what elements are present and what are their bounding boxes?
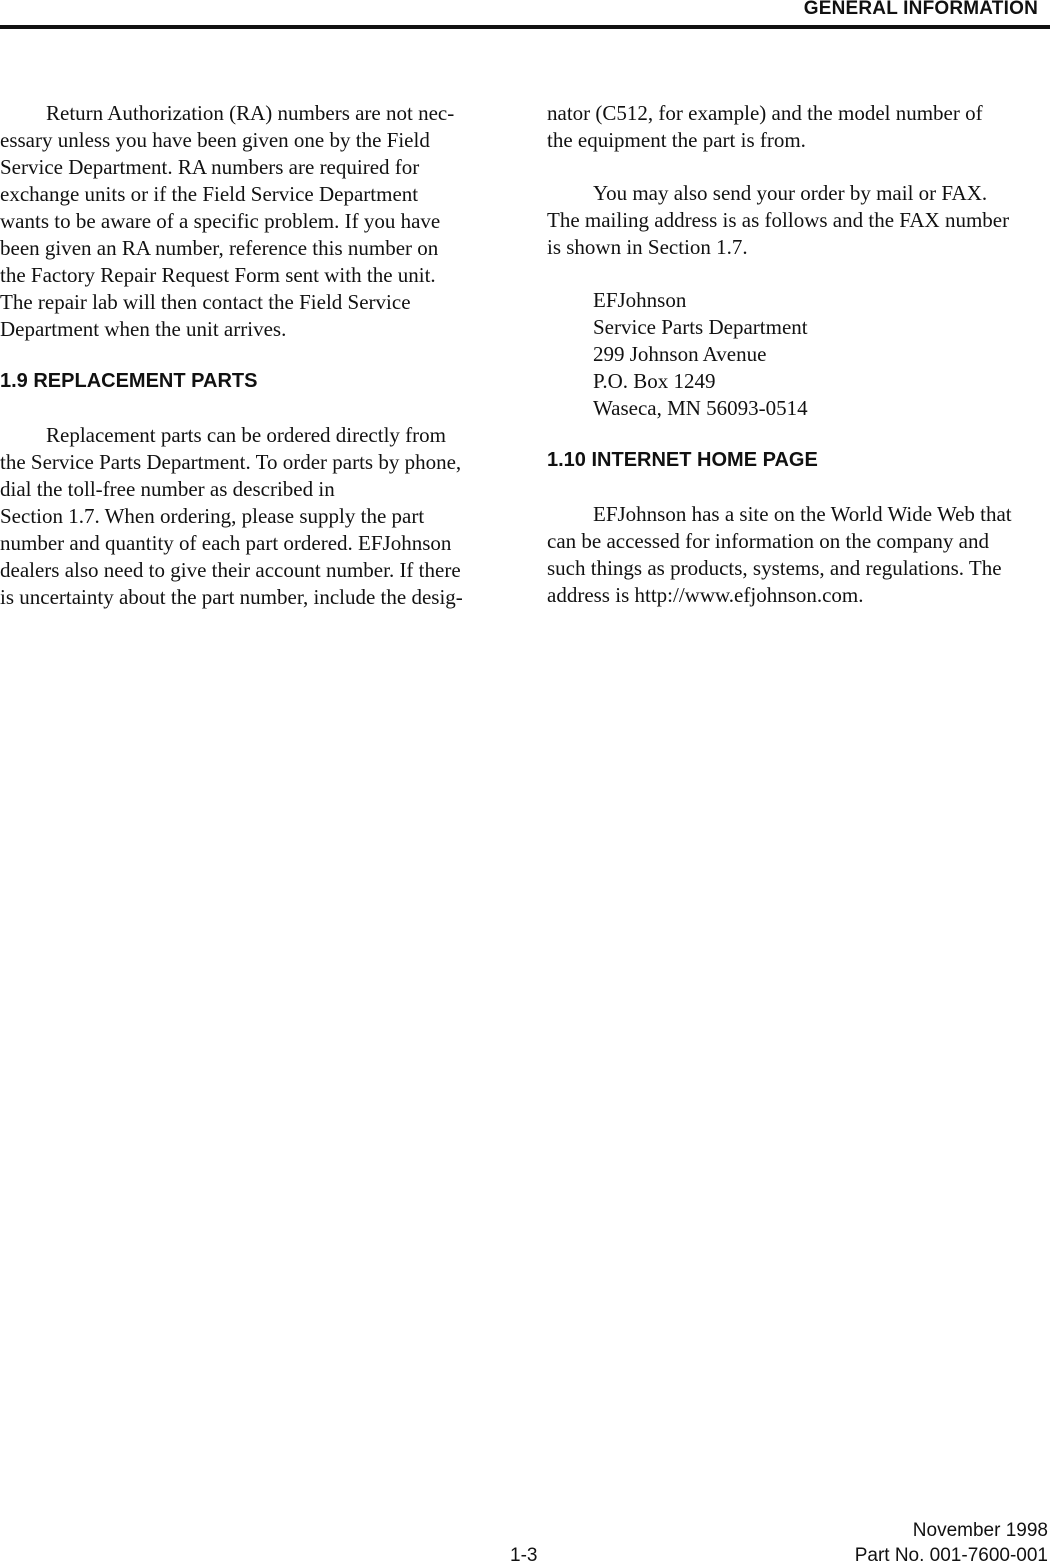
- paragraph-line: Service Department. RA numbers are required for: [0, 155, 420, 179]
- footer-part-number: Part No. 001-7600-001: [854, 1545, 1048, 1566]
- ra-paragraph: [0, 100, 505, 343]
- paragraph-line: is shown in Section 1.7.: [547, 235, 748, 259]
- paragraph-line: the Service Parts Department. To order parts by phone,: [0, 450, 462, 474]
- section-heading-replacement-parts: 1.9 REPLACEMENT PARTS: [0, 370, 258, 392]
- paragraph-line: can be accessed for information on the company and: [547, 529, 989, 553]
- paragraph-line: Replacement parts can be ordered directly from: [46, 423, 446, 447]
- paragraph-line: nator (C512, for example) and the model number of: [547, 101, 983, 125]
- paragraph-line: EFJohnson has a site on the World Wide Web that: [593, 502, 1012, 526]
- paragraph-line: dealers also need to give their account number. If there: [0, 558, 461, 582]
- paragraph-line: the equipment the part is from.: [547, 128, 806, 152]
- paragraph-line: been given an RA number, reference this number on: [0, 236, 439, 260]
- continuation-paragraph: [547, 100, 1047, 154]
- paragraph-line: is uncertainty about the part number, include the desig-: [0, 585, 463, 609]
- paragraph-line: such things as products, systems, and regulations. The: [547, 556, 1002, 580]
- mailing-address: [593, 287, 1047, 422]
- address-company: EFJohnson: [593, 288, 687, 312]
- paragraph-line: Section 1.7. When ordering, please supply the part: [0, 504, 425, 528]
- mail-fax-paragraph: [547, 180, 1047, 261]
- internet-paragraph: [547, 501, 1047, 609]
- running-header-title: GENERAL INFORMATION: [803, 0, 1038, 19]
- paragraph-line: The mailing address is as follows and the FAX number: [547, 208, 1010, 232]
- paragraph-line: exchange units or if the Field Service Department: [0, 182, 419, 206]
- footer-date: November 1998: [912, 1520, 1048, 1541]
- paragraph-line: wants to be aware of a specific problem. If you have: [0, 209, 441, 233]
- footer-page-number: 1-3: [510, 1545, 538, 1566]
- paragraph-line: the Factory Repair Request Form sent with the unit.: [0, 263, 436, 287]
- section-heading-internet-home-page: 1.10 INTERNET HOME PAGE: [547, 449, 818, 471]
- paragraph-line: You may also send your order by mail or FAX.: [593, 181, 988, 205]
- paragraph-line: The repair lab will then contact the Field Service: [0, 290, 411, 314]
- left-column: [0, 100, 505, 637]
- address-street: 299 Johnson Avenue: [593, 342, 767, 366]
- paragraph-line: Department when the unit arrives.: [0, 317, 287, 341]
- paragraph-line: number and quantity of each part ordered. EFJohnson: [0, 531, 452, 555]
- header-rule: [0, 25, 1050, 29]
- address-city-state-zip: Waseca, MN 56093-0514: [593, 396, 808, 420]
- paragraph-line: Return Authorization (RA) numbers are not nec-: [46, 101, 455, 125]
- address-department: Service Parts Department: [593, 315, 808, 339]
- paragraph-line: address is http://www.efjohnson.com.: [547, 583, 864, 607]
- replacement-paragraph: [0, 422, 505, 611]
- address-po-box: P.O. Box 1249: [593, 369, 716, 393]
- paragraph-line: essary unless you have been given one by the Field: [0, 128, 430, 152]
- right-column: [547, 100, 1047, 635]
- paragraph-line: dial the toll-free number as described in: [0, 477, 335, 501]
